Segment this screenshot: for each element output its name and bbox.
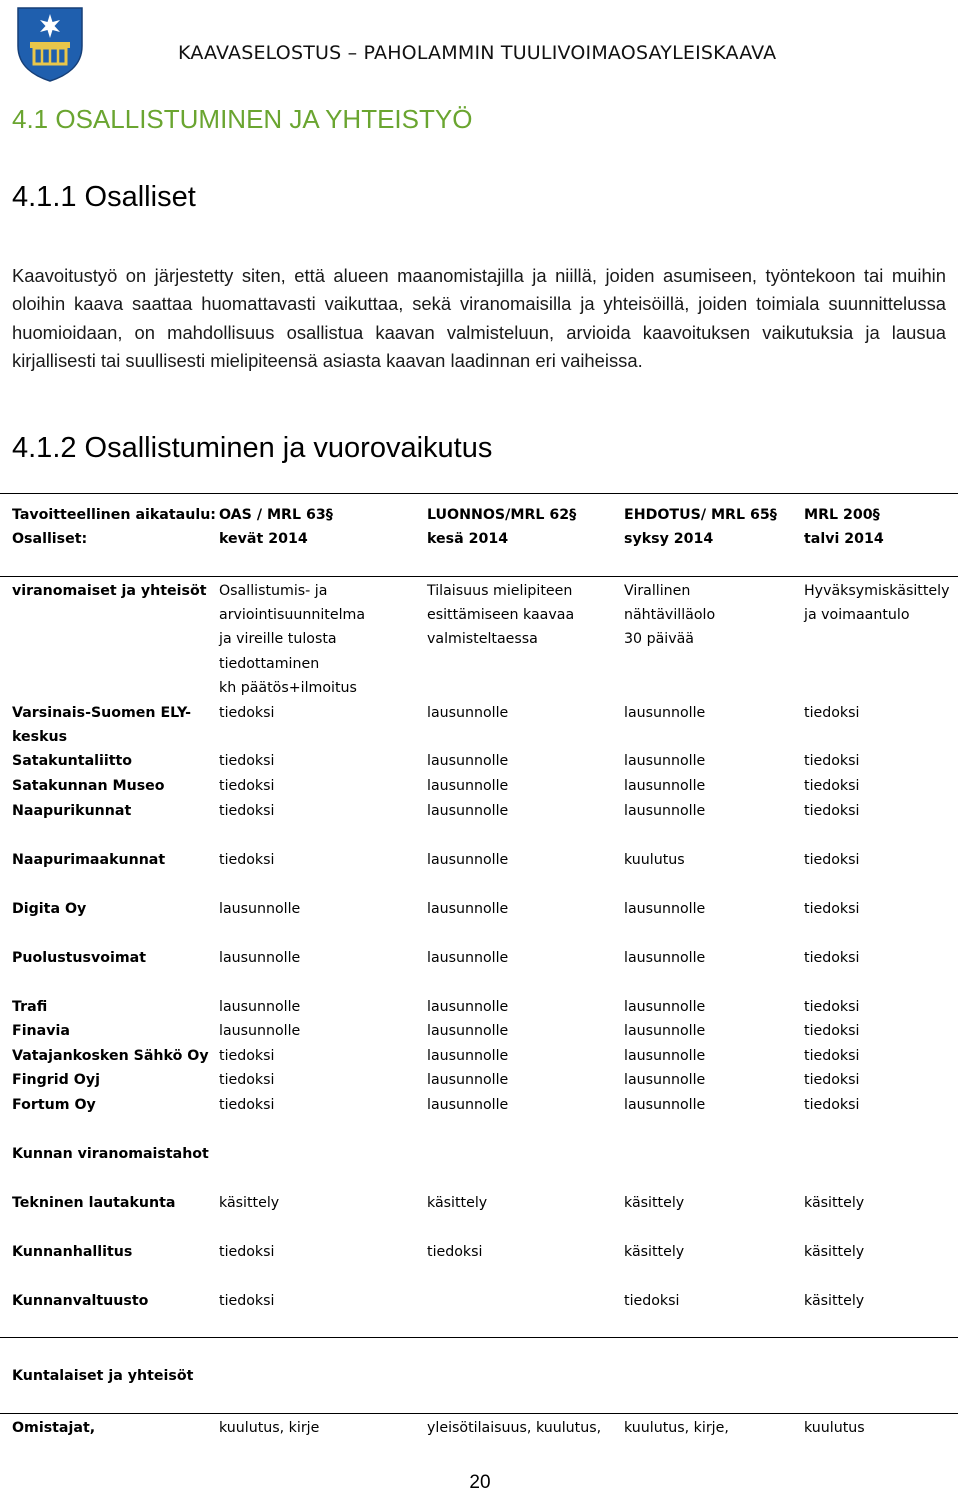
table-row [0,1142,960,1166]
row-label: Kuntalaiset ja yhteisöt [12,1368,194,1384]
table-cell: lausunnolle [624,803,706,819]
table-cell: lausunnolle [427,803,509,819]
table-cell: lausunnolle [219,950,301,966]
table-cell: lausunnolle [624,1048,706,1064]
row-label: viranomaiset ja yhteisöt [12,583,207,599]
table-cell: tiedoksi [804,753,860,769]
header-cell: EHDOTUS/ MRL 65§ [624,507,777,523]
table-header-row [0,527,960,551]
header-cell: OAS / MRL 63§ [219,507,333,523]
table-row [0,1240,960,1264]
table-cell: Tilaisuus mielipiteen [427,583,573,599]
table-cell: tiedoksi [804,950,860,966]
row-label: Kunnanhallitus [12,1244,133,1260]
table-cell: lausunnolle [624,901,706,917]
table-row [0,799,960,823]
coat-of-arms-icon [16,6,84,82]
table-cell: tiedoksi [427,1244,483,1260]
table-cell: lausunnolle [427,1072,509,1088]
row-label: Naapurikunnat [12,803,132,819]
table-cell: käsittely [219,1195,280,1211]
row-label: Trafi [12,999,48,1015]
table-cell: tiedoksi [219,1293,275,1309]
table-row [0,579,960,603]
table-cell: kuulutus, kirje, [624,1420,729,1436]
table-cell: tiedoksi [219,803,275,819]
table-cell: tiedoksi [804,705,860,721]
table-cell: käsittely [804,1195,865,1211]
table-cell: lausunnolle [624,778,706,794]
table-cell: tiedoksi [804,778,860,794]
table-cell: tiedoksi [804,803,860,819]
header-cell: MRL 200§ [804,507,880,523]
row-label: Kunnan viranomaistahot [12,1146,209,1162]
table-cell: lausunnolle [427,999,509,1015]
table-cell: lausunnolle [624,705,706,721]
subsection-heading-vuorovaikutus: 4.1.2 Osallistuminen ja vuorovaikutus [12,432,493,464]
table-row [0,1019,960,1043]
table-row [0,1364,960,1388]
table-cell: tiedoksi [804,1097,860,1113]
table-row [0,897,960,921]
table-cell: Hyväksymiskäsittely [804,583,950,599]
table-cell: tiedoksi [219,1097,275,1113]
table-cell: tiedoksi [624,1293,680,1309]
row-label: Omistajat, [12,1420,96,1436]
table-cell: käsittely [624,1244,685,1260]
table-cell: tiedoksi [804,1023,860,1039]
table-cell: lausunnolle [427,1023,509,1039]
table-cell: Osallistumis- ja [219,583,328,599]
table-cell: tiedoksi [219,1048,275,1064]
table-row [0,946,960,970]
table-cell: lausunnolle [427,705,509,721]
table-row [0,1191,960,1215]
table-row [0,652,960,676]
row-label: Varsinais-Suomen ELY- [12,705,192,721]
header-cell: Tavoitteellinen aikataulu: [12,507,216,523]
table-cell: ja vireille tulosta [219,631,337,647]
table-cell: lausunnolle [219,999,301,1015]
table-cell: kuulutus [624,852,685,868]
table-cell: lausunnolle [624,1097,706,1113]
table-row [0,749,960,773]
row-label: Naapurimaakunnat [12,852,166,868]
table-cell: valmisteltaessa [427,631,538,647]
table-cell: ja voimaantulo [804,607,910,623]
table-cell: tiedoksi [219,778,275,794]
table-cell: tiedoksi [804,1072,860,1088]
table-cell: lausunnolle [427,753,509,769]
table-cell: lausunnolle [427,1048,509,1064]
table-section-rule [0,1337,958,1338]
table-row [0,1416,960,1440]
table-cell: kuulutus, kirje [219,1420,320,1436]
section-heading: 4.1 OSALLISTUMINEN JA YHTEISTYÖ [12,104,473,134]
table-cell: tiedoksi [804,1048,860,1064]
table-row [0,725,960,749]
table-row [0,627,960,651]
table-cell: kh päätös+ilmoitus [219,680,357,696]
table-row [0,1044,960,1068]
row-label: Tekninen lautakunta [12,1195,176,1211]
table-cell: lausunnolle [219,901,301,917]
row-label: Satakunnan Museo [12,778,165,794]
subsection-heading-osalliset: 4.1.1 Osalliset [12,181,196,213]
table-cell: tiedoksi [219,1244,275,1260]
row-label: Digita Oy [12,901,87,917]
intro-paragraph: Kaavoitustyö on järjestetty siten, että alueen maanomistajilla ja niillä, joiden asumiseen, työntekoon tai muihin oloihin kaava saattaa huomattavasti vaikuttaa, sekä viranomaisilla ja yhteisöillä, joiden toimiala suunnittelussa huomioidaan, on mahdollisuus osallistua kaavan valmisteluun, arvioida kaavoituksen vaikutuksia ja lausua kirjallisesti tai suullisesti mielipiteensä asiasta kaavan laadinnan eri vaiheissa. [12,265,946,371]
table-cell: 30 päivää [624,631,694,647]
table-row [0,676,960,700]
row-label: Fortum Oy [12,1097,96,1113]
table-section-rule [0,1413,958,1414]
table-cell: tiedoksi [219,753,275,769]
table-cell: käsittely [624,1195,685,1211]
table-cell: lausunnolle [427,778,509,794]
table-row [0,1289,960,1313]
table-cell: Virallinen [624,583,691,599]
table-cell: lausunnolle [427,852,509,868]
row-label: Satakuntaliitto [12,753,133,769]
table-cell: lausunnolle [624,950,706,966]
row-label: Puolustusvoimat [12,950,146,966]
table-cell: tiedoksi [804,901,860,917]
table-cell: käsittely [427,1195,488,1211]
header-cell: kevät 2014 [219,531,308,547]
page-number: 20 [469,1472,491,1493]
document-header-title: KAAVASELOSTUS – PAHOLAMMIN TUULIVOIMAOSAYLEISKAAVA [178,42,777,64]
table-row [0,1068,960,1092]
header-cell: syksy 2014 [624,531,714,547]
table-cell: nähtävilläolo [624,607,716,623]
table-cell: tiedoksi [804,852,860,868]
header-cell: Osalliset: [12,531,88,547]
table-cell: lausunnolle [624,753,706,769]
table-cell: arviointisuunnitelma [219,607,366,623]
table-cell: käsittely [804,1293,865,1309]
table-row [0,995,960,1019]
table-row [0,774,960,798]
table-cell: lausunnolle [219,1023,301,1039]
table-cell: tiedoksi [219,852,275,868]
row-label: Finavia [12,1023,70,1039]
row-label: Vatajankosken Sähkö Oy [12,1048,209,1064]
header-cell: kesä 2014 [427,531,509,547]
table-cell: lausunnolle [427,950,509,966]
table-cell: tiedottaminen [219,656,320,672]
table-row [0,1093,960,1117]
row-label: Kunnanvaltuusto [12,1293,149,1309]
row-label: keskus [12,729,68,745]
table-cell: lausunnolle [427,1097,509,1113]
table-cell: kuulutus [804,1420,865,1436]
table-cell: esittämiseen kaavaa [427,607,575,623]
table-row [0,848,960,872]
table-row [0,701,960,725]
table-cell: tiedoksi [219,1072,275,1088]
table-cell: lausunnolle [624,1072,706,1088]
table-cell: lausunnolle [624,1023,706,1039]
header-cell: talvi 2014 [804,531,884,547]
table-header-rule [0,576,958,577]
table-top-rule [0,493,958,494]
table-cell: tiedoksi [219,705,275,721]
table-cell: tiedoksi [804,999,860,1015]
table-header-row [0,503,960,527]
table-cell: lausunnolle [624,999,706,1015]
row-label: Fingrid Oyj [12,1072,100,1088]
header-cell: LUONNOS/MRL 62§ [427,507,577,523]
table-cell: käsittely [804,1244,865,1260]
table-cell: yleisötilaisuus, kuulutus, [427,1420,602,1436]
table-row [0,603,960,627]
table-cell: lausunnolle [427,901,509,917]
